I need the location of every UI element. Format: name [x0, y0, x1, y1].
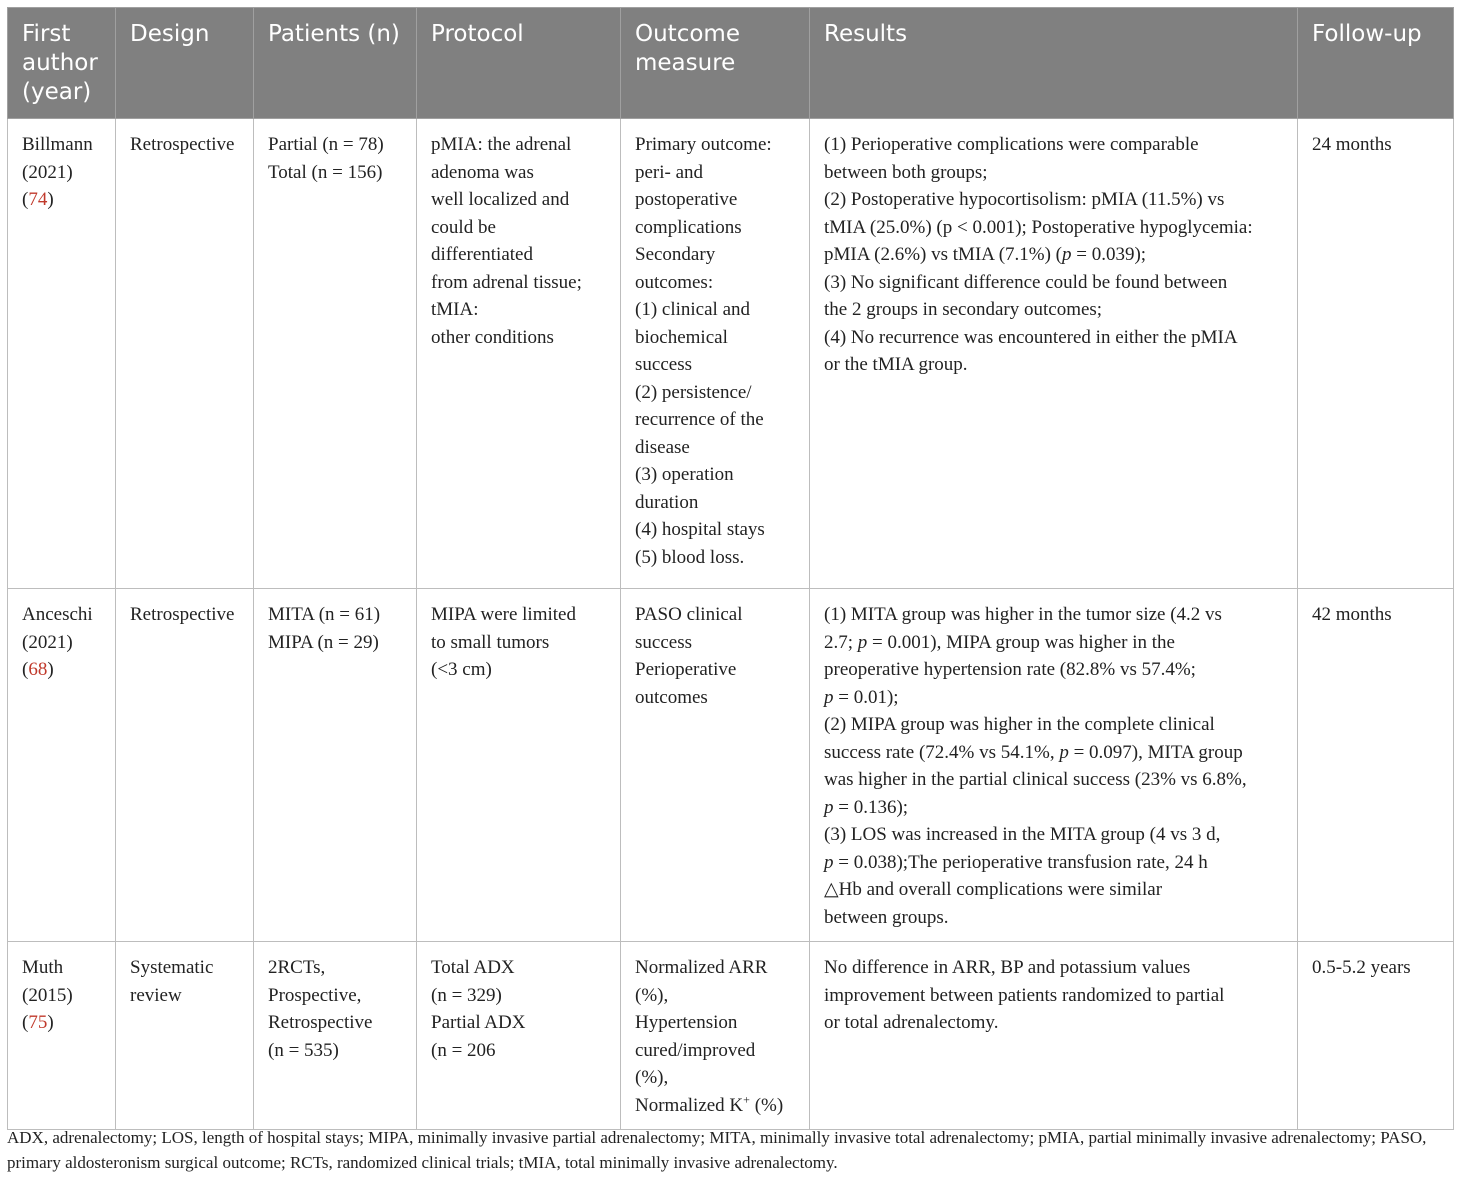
- cell-followup: [1298, 942, 1454, 1130]
- author-reference: (75): [22, 1012, 54, 1033]
- results-line: p = 0.038);The perioperative transfusion rate, 24 h: [824, 851, 1208, 873]
- followup-line: 42 months: [1312, 604, 1392, 625]
- protocol-line: (<3 cm): [431, 659, 492, 680]
- cell-patients: [254, 589, 417, 942]
- cell-author: [8, 119, 116, 589]
- cell-design: [116, 942, 254, 1130]
- patients-line: MITA (n = 61): [268, 604, 381, 625]
- results-line: the 2 groups in secondary outcomes;: [824, 299, 1103, 320]
- results-line: △Hb and overall complications were similar: [824, 879, 1163, 900]
- outcome-line: outcomes: [635, 686, 708, 708]
- outcome-line: peri- and: [635, 161, 704, 183]
- reference-link[interactable]: 74: [28, 189, 48, 210]
- protocol-line: tMIA:: [431, 299, 479, 320]
- table-row: [8, 942, 1454, 1130]
- cell-patients: [254, 119, 417, 589]
- reference-link[interactable]: 75: [28, 1012, 48, 1033]
- patients-line: Total (n = 156): [268, 161, 383, 183]
- results-line: tMIA (25.0%) (p < 0.001); Postoperative hypoglycemia:: [824, 216, 1253, 238]
- outcome-line: (2) persistence/: [635, 381, 752, 403]
- header-row: [8, 8, 1454, 119]
- cell-outcome: [621, 942, 810, 1130]
- results-line: (2) Postoperative hypocortisolism: pMIA (11.5%) vs: [824, 189, 1225, 210]
- cell-followup: [1298, 119, 1454, 589]
- results-line: was higher in the partial clinical success (23% vs 6.8%,: [824, 769, 1247, 790]
- cell-outcome: [621, 119, 810, 589]
- potassium-superscript: +: [743, 1092, 750, 1107]
- protocol-line: could be: [431, 216, 496, 238]
- author-line: Anceschi: [22, 604, 93, 625]
- author-reference: (68): [22, 659, 54, 680]
- design-line: Retrospective: [130, 134, 235, 155]
- patients-line: Prospective,: [268, 984, 362, 1006]
- author-line: (2021): [22, 631, 73, 653]
- cell-protocol: [417, 589, 621, 942]
- patients-line: 2RCTs,: [268, 957, 326, 978]
- outcome-line: biochemical: [635, 326, 728, 348]
- cell-patients: [254, 942, 417, 1130]
- cell-design: [116, 589, 254, 942]
- results-line: or the tMIA group.: [824, 354, 968, 375]
- table-footnote: ADX, adrenalectomy; LOS, length of hospital stays; MIPA, minimally invasive partial adrenalectomy; MITA, minimally invasive total adrenalectomy; pMIA, partial minimally invasive adrenalectomy; PASO, primary aldosteronism surgical outcome; RCTs, randomized clinical trials; tMIA, total minimally invasive adrenalectomy.: [7, 1128, 1427, 1172]
- protocol-line: MIPA were limited: [431, 604, 576, 625]
- study-table-container: [7, 7, 1453, 1130]
- table-row: [8, 119, 1454, 589]
- results-line: or total adrenalectomy.: [824, 1012, 999, 1033]
- results-line: (3) No significant difference could be found between: [824, 271, 1228, 293]
- outcome-line: outcomes:: [635, 271, 714, 293]
- patients-line: (n = 535): [268, 1039, 339, 1061]
- outcome-line: postoperative: [635, 189, 738, 210]
- cell-protocol: [417, 942, 621, 1130]
- author-line: (2021): [22, 161, 73, 183]
- header-protocol: Protocol: [417, 8, 621, 119]
- design-line: review: [130, 984, 182, 1006]
- cell-followup: [1298, 589, 1454, 942]
- patients-line: MIPA (n = 29): [268, 631, 379, 653]
- outcome-line: (5) blood loss.: [635, 546, 745, 568]
- results-line: (3) LOS was increased in the MITA group (4 vs 3 d,: [824, 824, 1221, 845]
- header-patients: Patients (n): [254, 8, 417, 119]
- study-comparison-table: [7, 7, 1454, 1130]
- cell-results: [810, 119, 1298, 589]
- header-design: Design: [116, 8, 254, 119]
- header-outcome-measure: Outcome measure: [621, 8, 810, 119]
- results-line: (4) No recurrence was encountered in either the pMIA: [824, 326, 1238, 348]
- outcome-line: duration: [635, 491, 699, 513]
- results-line: p = 0.01);: [824, 686, 899, 708]
- outcome-line: Secondary: [635, 244, 716, 265]
- results-line: between both groups;: [824, 161, 988, 183]
- protocol-line: from adrenal tissue;: [431, 271, 582, 293]
- outcome-line: (1) clinical and: [635, 299, 751, 320]
- protocol-line: well localized and: [431, 189, 570, 210]
- author-line: (2015): [22, 984, 73, 1006]
- outcome-line: (%),: [635, 984, 669, 1006]
- outcome-line: complications: [635, 216, 742, 238]
- protocol-line: adenoma was: [431, 161, 534, 183]
- outcome-line: Perioperative: [635, 659, 737, 680]
- outcome-line: (%),: [635, 1067, 669, 1088]
- outcome-line: cured/improved: [635, 1039, 756, 1061]
- protocol-line: pMIA: the adrenal: [431, 134, 572, 155]
- outcome-line: PASO clinical: [635, 604, 743, 625]
- patients-line: Retrospective: [268, 1012, 373, 1033]
- cell-results: [810, 589, 1298, 942]
- results-line: No difference in ARR, BP and potassium values: [824, 957, 1191, 978]
- author-line: Muth: [22, 957, 64, 978]
- outcome-line: Normalized K+ (%): [635, 1092, 784, 1116]
- protocol-line: to small tumors: [431, 631, 550, 653]
- results-line: (1) MITA group was higher in the tumor size (4.2 vs: [824, 604, 1222, 625]
- cell-design: [116, 119, 254, 589]
- results-line: pMIA (2.6%) vs tMIA (7.1%) (p = 0.039);: [824, 244, 1147, 265]
- cell-author: [8, 589, 116, 942]
- protocol-line: (n = 206: [431, 1039, 496, 1061]
- followup-line: 24 months: [1312, 134, 1392, 155]
- protocol-line: differentiated: [431, 244, 533, 265]
- header-results: Results: [810, 8, 1298, 119]
- cell-protocol: [417, 119, 621, 589]
- outcome-line: success: [635, 631, 692, 653]
- patients-line: Partial (n = 78): [268, 134, 384, 155]
- protocol-line: Total ADX: [431, 957, 515, 978]
- outcome-line: recurrence of the: [635, 409, 764, 430]
- cell-results: [810, 942, 1298, 1130]
- protocol-line: other conditions: [431, 326, 554, 348]
- design-line: Systematic: [130, 957, 214, 978]
- outcome-line: Primary outcome:: [635, 134, 772, 155]
- protocol-line: (n = 329): [431, 984, 502, 1006]
- cell-author: [8, 942, 116, 1130]
- outcome-line: Hypertension: [635, 1012, 738, 1033]
- design-line: Retrospective: [130, 604, 235, 625]
- followup-line: 0.5-5.2 years: [1312, 957, 1411, 978]
- cell-outcome: [621, 589, 810, 942]
- results-line: 2.7; p = 0.001), MIPA group was higher in the: [824, 631, 1175, 653]
- header-first-author: First author (year): [8, 8, 116, 119]
- protocol-line: Partial ADX: [431, 1012, 526, 1033]
- results-line: between groups.: [824, 906, 949, 928]
- outcome-line: (3) operation: [635, 464, 734, 485]
- results-line: success rate (72.4% vs 54.1%, p = 0.097), MITA group: [824, 741, 1243, 763]
- results-line: (2) MIPA group was higher in the complete clinical: [824, 714, 1215, 735]
- results-line: preoperative hypertension rate (82.8% vs 57.4%;: [824, 659, 1196, 680]
- author-reference: (74): [22, 189, 54, 210]
- outcome-line: success: [635, 354, 692, 375]
- outcome-line: (4) hospital stays: [635, 519, 765, 540]
- results-line: p = 0.136);: [824, 796, 909, 818]
- table-row: [8, 589, 1454, 942]
- header-follow-up: Follow-up: [1298, 8, 1454, 119]
- results-line: improvement between patients randomized to partial: [824, 984, 1225, 1006]
- results-line: (1) Perioperative complications were comparable: [824, 134, 1199, 155]
- reference-link[interactable]: 68: [28, 659, 48, 680]
- outcome-line: disease: [635, 436, 690, 458]
- outcome-line: Normalized ARR: [635, 957, 768, 978]
- author-line: Billmann: [22, 134, 93, 155]
